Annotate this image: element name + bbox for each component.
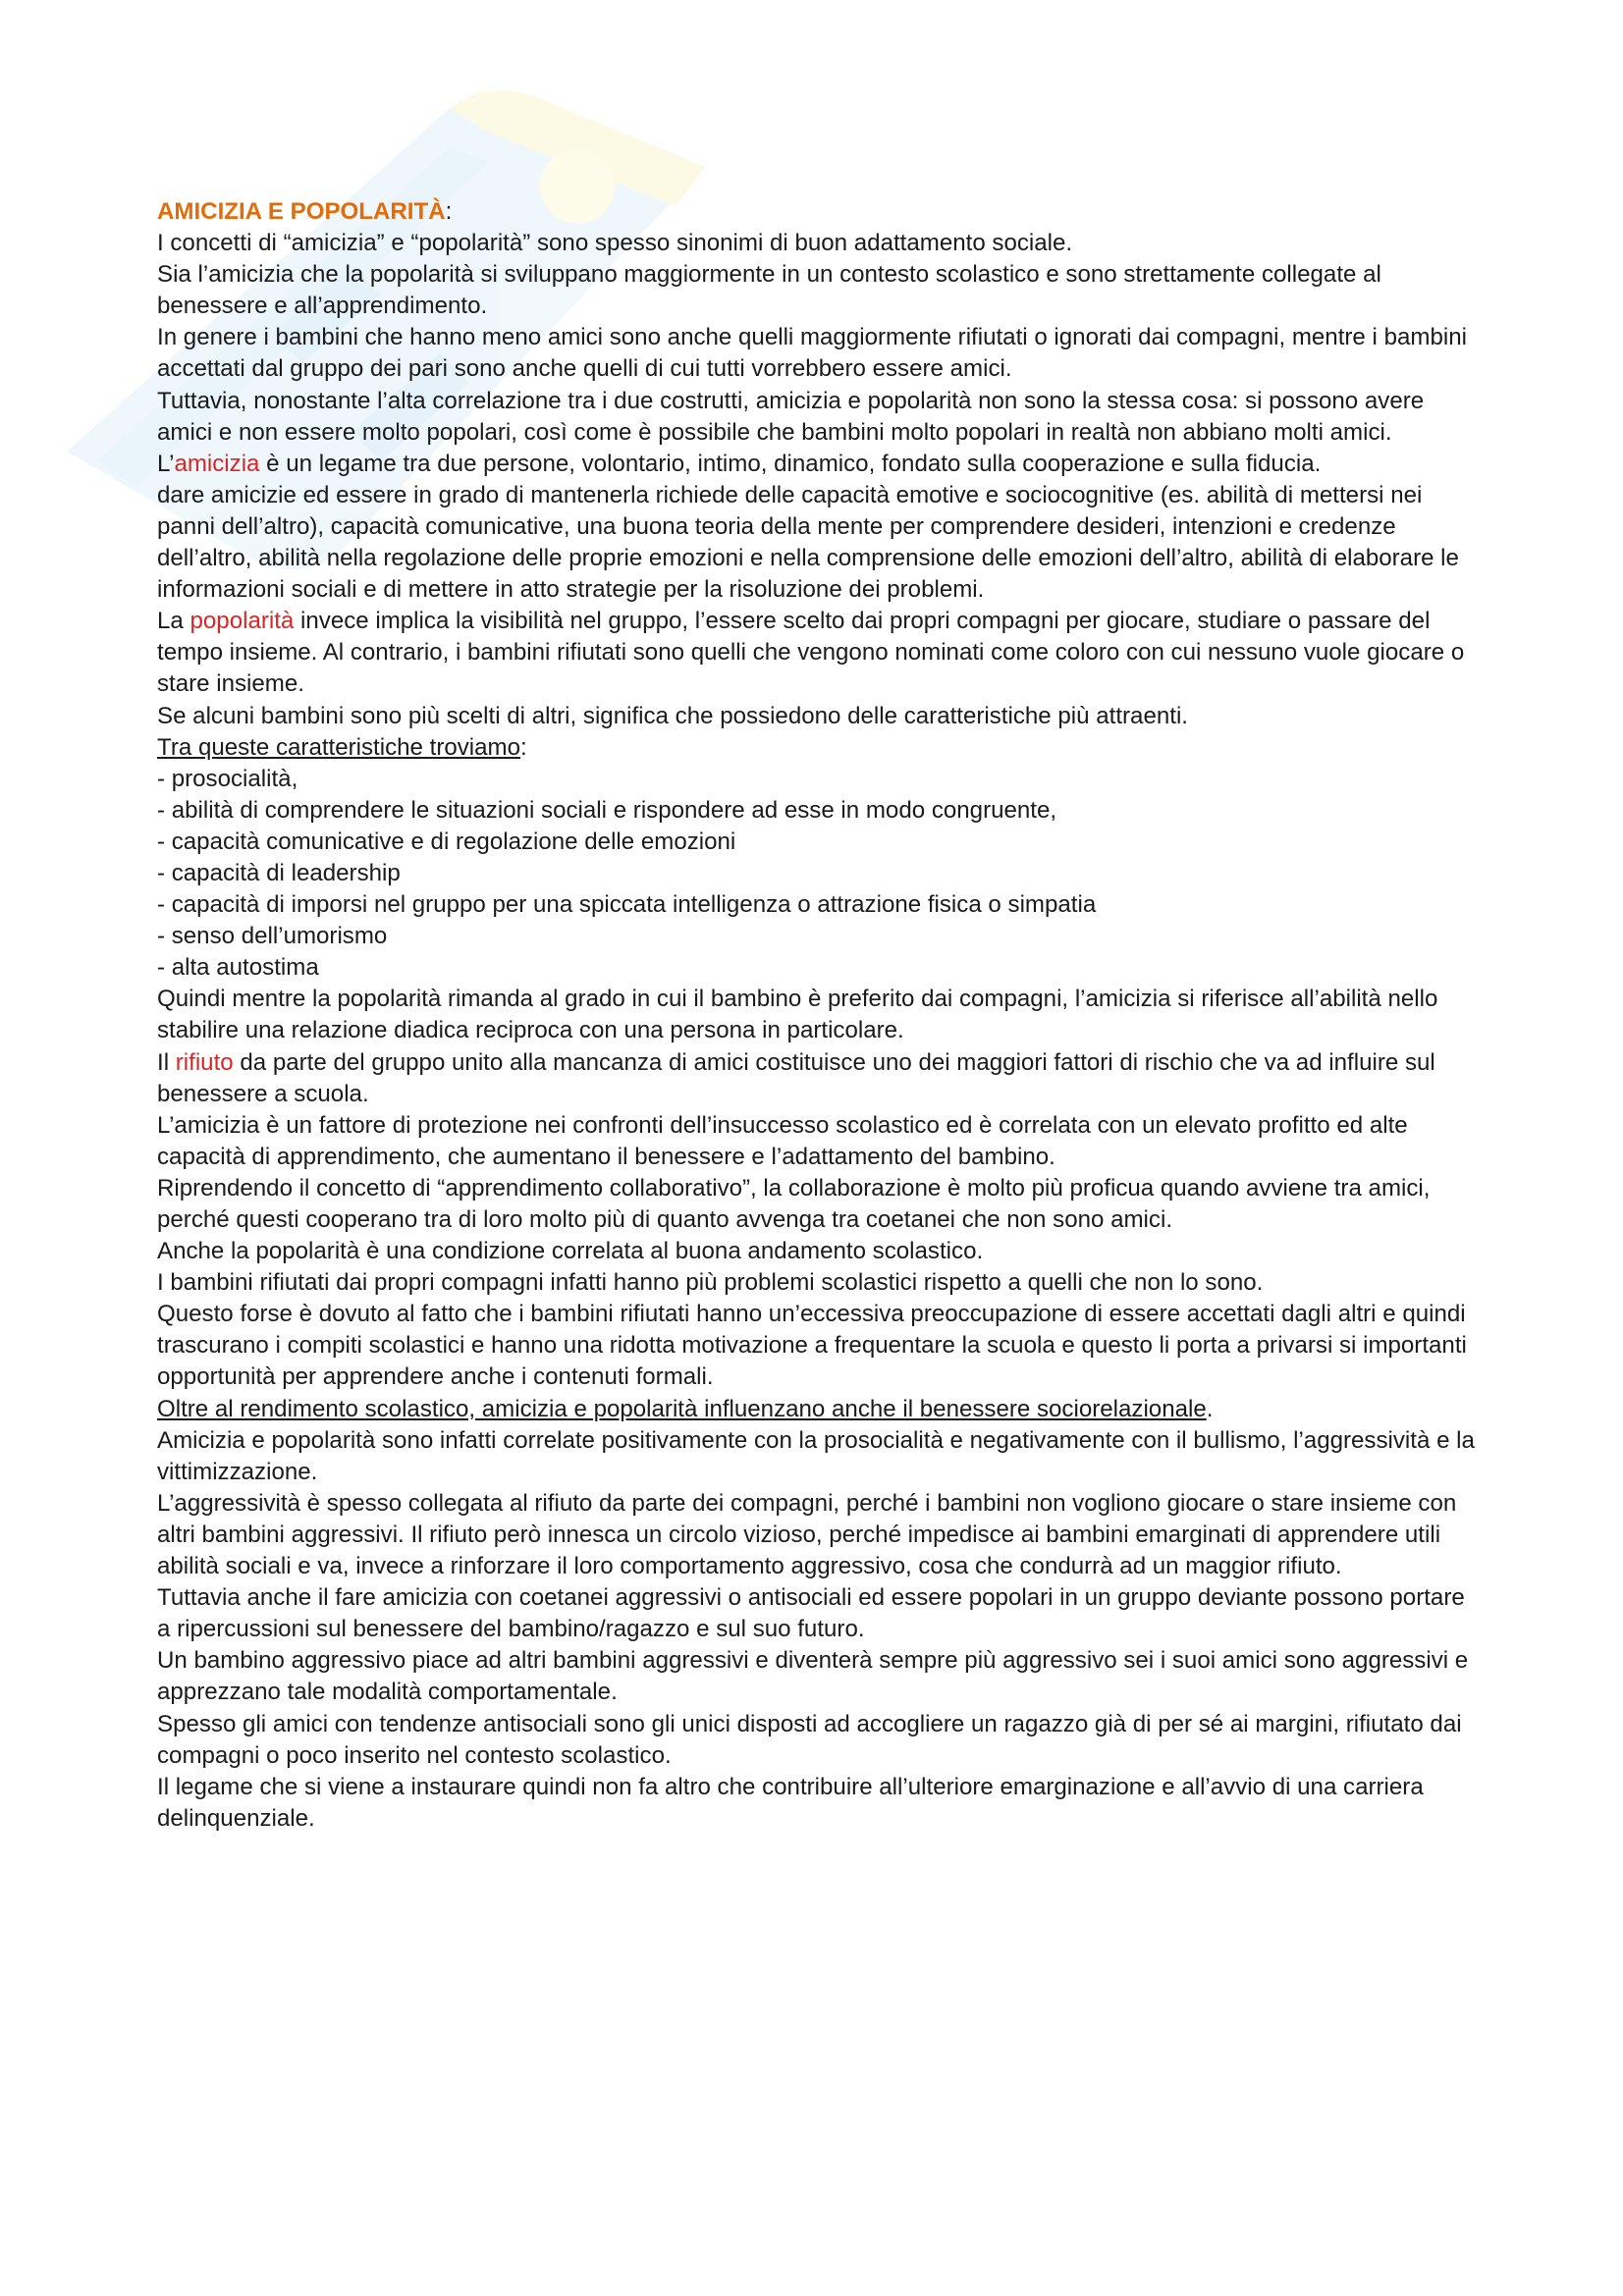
list-heading-line <box>157 732 1478 764</box>
paragraph: Sia l’amicizia che la popolarità si sviluppano maggiormente in un contesto scolastico e sono strettamente collegate al benessere e all’apprendimento. <box>157 261 1381 320</box>
paragraph: Un bambino aggressivo piace ad altri bambini aggressivi e diventerà sempre più aggressivo sei i suoi amici sono aggressivi e apprezzano tale modalità comportamentale. <box>157 1647 1469 1706</box>
keyword-popolarita: popolarità <box>189 608 295 635</box>
underlined-sentence-suffix: . <box>1206 1395 1214 1422</box>
list-item: - abilità di comprendere le situazioni sociali e rispondere ad esse in modo congruente, <box>157 796 1057 824</box>
list-item: - prosocialità, <box>157 765 298 792</box>
definition-text: è un legame tra due persone, volontario, intimo, dinamico, fondato sulla cooperazione e sulla fiducia. <box>259 450 1322 477</box>
paragraph: Riprendendo il concetto di “apprendimento collaborativo”, la collaborazione è molto più proficua quando avviene tra amici, perché questi cooperano tra di loro molto più di quanto avvenga tra coetanei che non sono amici. <box>157 1174 1431 1233</box>
list-heading: Tra queste caratteristiche troviamo <box>157 733 521 761</box>
keyword-amicizia: amicizia <box>174 450 260 477</box>
list-item: - capacità di imporsi nel gruppo per una spiccata intelligenza o attrazione fisica o simpatia <box>157 891 1097 919</box>
paragraph: L’amicizia è un fattore di protezione nei confronti dell’insuccesso scolastico ed è correlata con un elevato profitto ed alte capacità di apprendimento, che aumentano il benessere e l’adattamento del bambino. <box>157 1111 1408 1170</box>
paragraph-capacita: dare amicizie ed essere in grado di mantenerla richiede delle capacità emotive e sociocognitive (es. abilità di mettersi nei panni dell’altro), capacità comunicative, una buona teoria della mente per comprendere desideri, intenzioni e credenze dell’altro, abilità nella regolazione delle proprie emozioni e nella comprensione delle emozioni dell’altro, abilità di elaborare le informazioni sociali e di mettere in atto strategie per la risoluzione dei problemi. <box>157 481 1459 604</box>
document-title-line <box>157 196 1478 228</box>
paragraph-scelti: Se alcuni bambini sono più scelti di altri, significa che possiedono delle caratteristiche più attraenti. <box>157 702 1188 729</box>
definition-text: da parte del gruppo unito alla mancanza di amici costituisce uno dei maggiori fattori di rischio che va ad influire sul benessere a scuola. <box>157 1048 1435 1107</box>
paragraph: In genere i bambini che hanno meno amici sono anche quelli maggiormente rifiutati o ignorati dai compagni, mentre i bambini accettati dal gruppo dei pari sono anche quelli di cui tutti vorrebbero essere amici. <box>157 324 1467 383</box>
definition-prefix: Il <box>157 1048 176 1076</box>
document-title-suffix: : <box>445 198 453 225</box>
list-item: - alta autostima <box>157 954 319 982</box>
underlined-sentence: Oltre al rendimento scolastico, amicizia e popolarità influenzano anche il benessere sociorelazionale <box>157 1395 1207 1422</box>
definition-text: invece implica la visibilità nel gruppo, l’essere scelto dai propri compagni per giocare, studiare o passare del tempo insieme. Al contrario, i bambini rifiutati sono quelli che vengono nominati come coloro con cui nessuno vuole giocare o stare insieme. <box>157 608 1465 698</box>
list-heading-suffix: : <box>520 733 527 761</box>
definition-prefix: L’ <box>157 450 175 477</box>
rifiuto-definition <box>157 1047 1478 1110</box>
paragraph: Questo forse è dovuto al fatto che i bambini rifiutati hanno un’eccessiva preoccupazione di essere accettati dagli altri e quindi trascurano i compiti scolastici e hanno una ridotta motivazione a frequentare la scuola e questo li porta a privarsi si importanti opportunità per apprendere anche i contenuti formali. <box>157 1301 1467 1391</box>
paragraph: Tuttavia anche il fare amicizia con coetanei aggressivi o antisociali ed essere popolari in un gruppo deviante possono portare a ripercussioni sul benessere del bambino/ragazzo e sul suo futuro. <box>157 1584 1465 1643</box>
paragraph-quindi: Quindi mentre la popolarità rimanda al grado in cui il bambino è preferito dai compagni, l’amicizia si riferisce all’abilità nello stabilire una relazione diadica reciproca con una persona in particolare. <box>157 986 1438 1044</box>
paragraph: L’aggressività è spesso collegata al rifiuto da parte dei compagni, perché i bambini non vogliono giocare o stare insieme con altri bambini aggressivi. Il rifiuto però innesca un circolo vizioso, perché impedisce ai bambini emarginati di apprendere utili abilità sociali e va, invece a rinforzare il loro comportamento aggressivo, cosa che condurrà ad un maggior rifiuto. <box>157 1489 1457 1580</box>
underlined-sentence-line <box>157 1394 1478 1425</box>
paragraph: I bambini rifiutati dai propri compagni infatti hanno più problemi scolastici rispetto a quelli che non lo sono. <box>157 1269 1264 1297</box>
list-item: - senso dell’umorismo <box>157 923 388 950</box>
paragraph: Anche la popolarità è una condizione correlata al buona andamento scolastico. <box>157 1238 984 1265</box>
paragraph: I concetti di “amicizia” e “popolarità” sono spesso sinonimi di buon adattamento sociale. <box>157 230 1073 257</box>
list-item: - capacità comunicative e di regolazione delle emozioni <box>157 828 736 855</box>
document-body <box>157 196 1478 1835</box>
list-item: - capacità di leadership <box>157 859 401 886</box>
paragraph: Amicizia e popolarità sono infatti correlate positivamente con la prosocialità e negativamente con il bullismo, l’aggressività e la vittimizzazione. <box>157 1426 1475 1485</box>
paragraph: Il legame che si viene a instaurare quindi non fa altro che contribuire all’ulteriore emarginazione e all’avvio di una carriera delinquenziale. <box>157 1773 1424 1832</box>
definition-prefix: La <box>157 608 190 635</box>
document-title: AMICIZIA E POPOLARITÀ <box>157 198 446 225</box>
paragraph: Tuttavia, nonostante l’alta correlazione tra i due costrutti, amicizia e popolarità non sono la stessa cosa: si possono avere amici e non essere molto popolari, così come è possibile che bambini molto popolari in realtà non abbiano molti amici. <box>157 387 1425 446</box>
keyword-rifiuto: rifiuto <box>175 1048 234 1076</box>
popolarita-definition <box>157 606 1478 700</box>
paragraph: Spesso gli amici con tendenze antisociali sono gli unici disposti ad accogliere un ragazzo già di per sé ai margini, rifiutato dai compagni o poco inserito nel contesto scolastico. <box>157 1710 1462 1769</box>
amicizia-definition <box>157 449 1478 480</box>
